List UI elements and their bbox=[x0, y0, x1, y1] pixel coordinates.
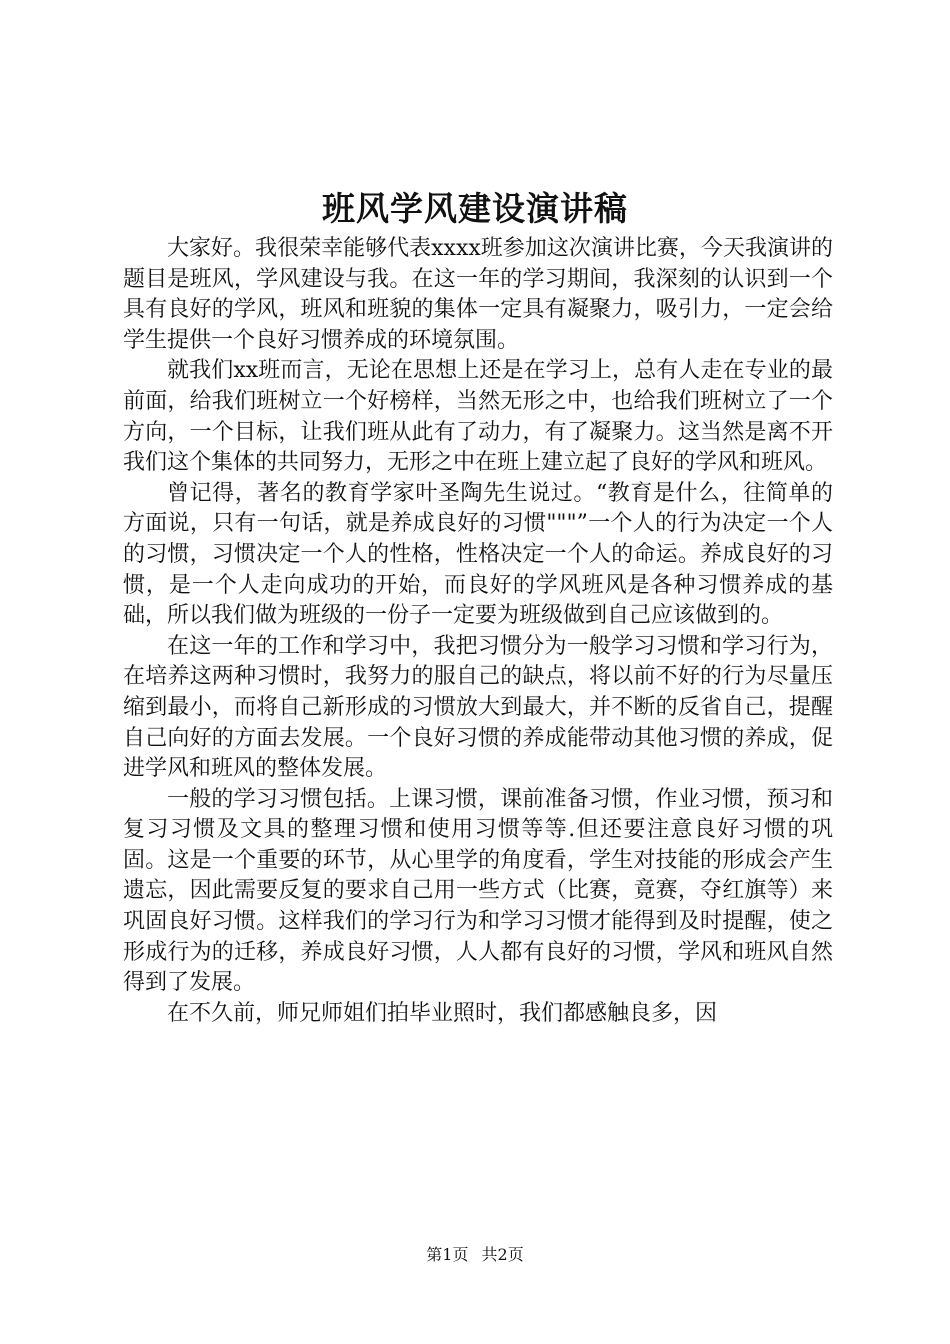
paragraph-4: 在这一年的工作和学习中，我把习惯分为一般学习习惯和学习行为，在培养这两种习惯时，我努力的服自己的缺点，将以前不好的行为尽量压缩到最小，而将自己新形成的习惯放大到最大，并不断的反省自己，提醒自己向好的方面去发展。一个良好习惯的养成能带动其他习惯的养成，促进学风和班风的整体发展。 bbox=[123, 633, 833, 782]
paragraph-2: 就我们xx班而言，无论在思想上还是在学习上，总有人走在专业的最前面，给我们班树立一个好榜样，当然无形之中，也给我们班树立了一个方向，一个目标，让我们班从此有了动力，有了凝聚力。这当然是离不开我们这个集体的共同努力，无形之中在班上建立起了良好的学风和班风。 bbox=[123, 358, 833, 476]
paragraph-3: 曾记得，著名的教育学家叶圣陶先生说过。“教育是什么，往简单的方面说，只有一句话，就是养成良好的习惯"""”一个人的行为决定一个人的习惯，习惯决定一个人的性格，性格决定一个人的命运。养成良好的习惯，是一个人走向成功的开始，而良好的学风班风是各种习惯养成的基础，所以我们做为班级的一份子一定要为班级做到自己应该做到的。 bbox=[123, 480, 833, 629]
page-footer bbox=[0, 1243, 950, 1267]
paragraph-5: 一般的学习习惯包括。上课习惯，课前准备习惯，作业习惯，预习和复习习惯及文具的整理习惯和使用习惯等等.但还要注意良好习惯的巩固。这是一个重要的环节，从心里学的角度看，学生对技能的形成会产生遗忘，因此需要反复的要求自己用一些方式（比赛，竟赛，夺红旗等）来巩固良好习惯。这样我们的学习行为和学习习惯才能得到及时提醒，使之形成行为的迁移，养成良好习惯，人人都有良好的习惯，学风和班风自然得到了发展。 bbox=[123, 786, 833, 996]
page-number-total: 共2页 bbox=[481, 1245, 524, 1264]
paragraph-6: 在不久前，师兄师姐们拍毕业照时，我们都感触良多，因 bbox=[167, 1000, 718, 1026]
document-title: 班风学风建设演讲稿 bbox=[322, 189, 628, 228]
document-body bbox=[123, 234, 833, 1029]
paragraph-1: 大家好。我很荣幸能够代表xxxx班参加这次演讲比赛，今天我演讲的题目是班风，学风建设与我。在这一年的学习期间，我深刻的认识到一个具有良好的学风，班风和班貌的集体一定具有凝聚力，吸引力，一定会给学生提供一个良好习惯养成的环境氛围。 bbox=[123, 236, 833, 353]
page-number-current: 第1页 bbox=[426, 1245, 469, 1264]
